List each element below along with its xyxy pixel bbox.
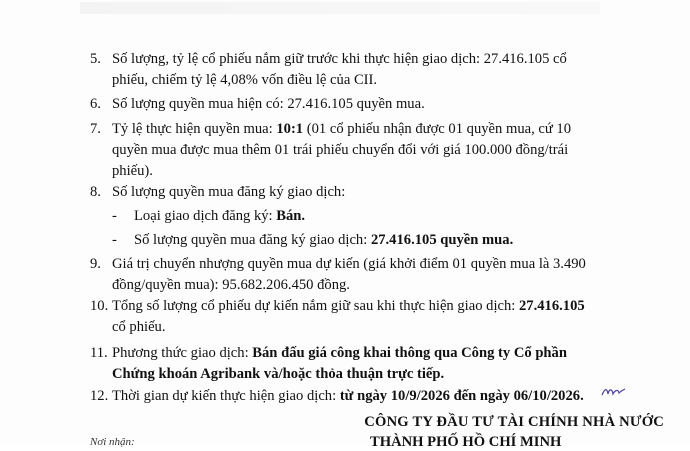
item-8 (90, 182, 644, 203)
item-bold: Bán đấu giá công khai thông qua Công ty Cổ phần (252, 345, 567, 361)
dash-bullet: - (112, 208, 117, 224)
item-text-cont: phiếu). (112, 163, 153, 179)
item-5 (90, 49, 644, 91)
item-bold: từ ngày 10/9/2026 đến ngày 06/10/2026. (339, 388, 584, 404)
item-text: Số lượng quyền mua đăng ký giao dịch: (112, 184, 346, 200)
item-text-cont: quyền mua được mua thêm 01 trái phiếu chuyển đổi với giá 100.000 đồng/trái (112, 142, 569, 158)
item-number: 11. (90, 345, 108, 361)
item-10 (90, 296, 644, 338)
dash-bullet: - (112, 232, 117, 248)
item-7 (90, 119, 644, 182)
item-text-cont: đồng/quyền mua): 95.682.206.450 đồng. (112, 277, 350, 293)
item-8-sub-1 (112, 206, 644, 227)
faded-header-remnant (80, 2, 600, 14)
item-number: 12. (90, 388, 109, 404)
signature-company: CÔNG TY ĐẦU TƯ TÀI CHÍNH NHÀ NƯỚC (364, 414, 664, 430)
item-9 (90, 254, 644, 296)
item-8-sub-2 (112, 230, 644, 251)
item-text-cont: phiếu, chiếm tỷ lệ 4,08% vốn điều lệ của CII. (112, 72, 378, 88)
sub-bold: Bán. (276, 208, 306, 224)
item-bold: 27.416.105 (518, 298, 585, 314)
item-12 (90, 386, 644, 407)
item-number: 8. (90, 184, 101, 200)
item-bold-cont: Chứng khoán Agribank và/hoặc thỏa thuận trực tiếp. (112, 366, 445, 382)
sub-text: Số lượng quyền mua đăng ký giao dịch: (134, 232, 371, 248)
item-11 (90, 343, 644, 385)
ratio-value: 10:1 (276, 121, 304, 137)
item-number: 6. (90, 96, 101, 112)
item-6 (90, 94, 644, 115)
handwritten-initial (600, 385, 626, 399)
item-text: Số lượng quyền mua hiện có: 27.416.105 quyền mua. (112, 96, 425, 112)
recipients-label: Nơi nhận: (90, 436, 135, 448)
item-number: 7. (90, 121, 101, 137)
item-text: Tổng số lượng cổ phiếu dự kiến nắm giữ sau khi thực hiện giao dịch: (112, 298, 519, 314)
item-text-cont: cổ phiếu. (112, 319, 166, 335)
sub-text: Loại giao dịch đăng ký: (134, 208, 277, 224)
signature-city: THÀNH PHỐ HỒ CHÍ MINH (370, 434, 562, 450)
item-text: Giá trị chuyển nhượng quyền mua dự kiến (giá khởi điểm 01 quyền mua là 3.490 (112, 256, 586, 272)
item-number: 9. (90, 256, 101, 272)
item-text: Phương thức giao dịch: (112, 345, 253, 361)
item-text: (01 cổ phiếu nhận được 01 quyền mua, cứ 10 (303, 121, 572, 137)
item-text: Tỷ lệ thực hiện quyền mua: (112, 121, 277, 137)
item-number: 10. (90, 298, 109, 314)
sub-bold: 27.416.105 quyền mua. (370, 232, 514, 248)
item-number: 5. (90, 51, 101, 67)
item-text: Thời gian dự kiến thực hiện giao dịch: (112, 388, 340, 404)
item-text: Số lượng, tỷ lệ cổ phiếu nắm giữ trước khi thực hiện giao dịch: 27.416.105 cổ (112, 51, 567, 67)
